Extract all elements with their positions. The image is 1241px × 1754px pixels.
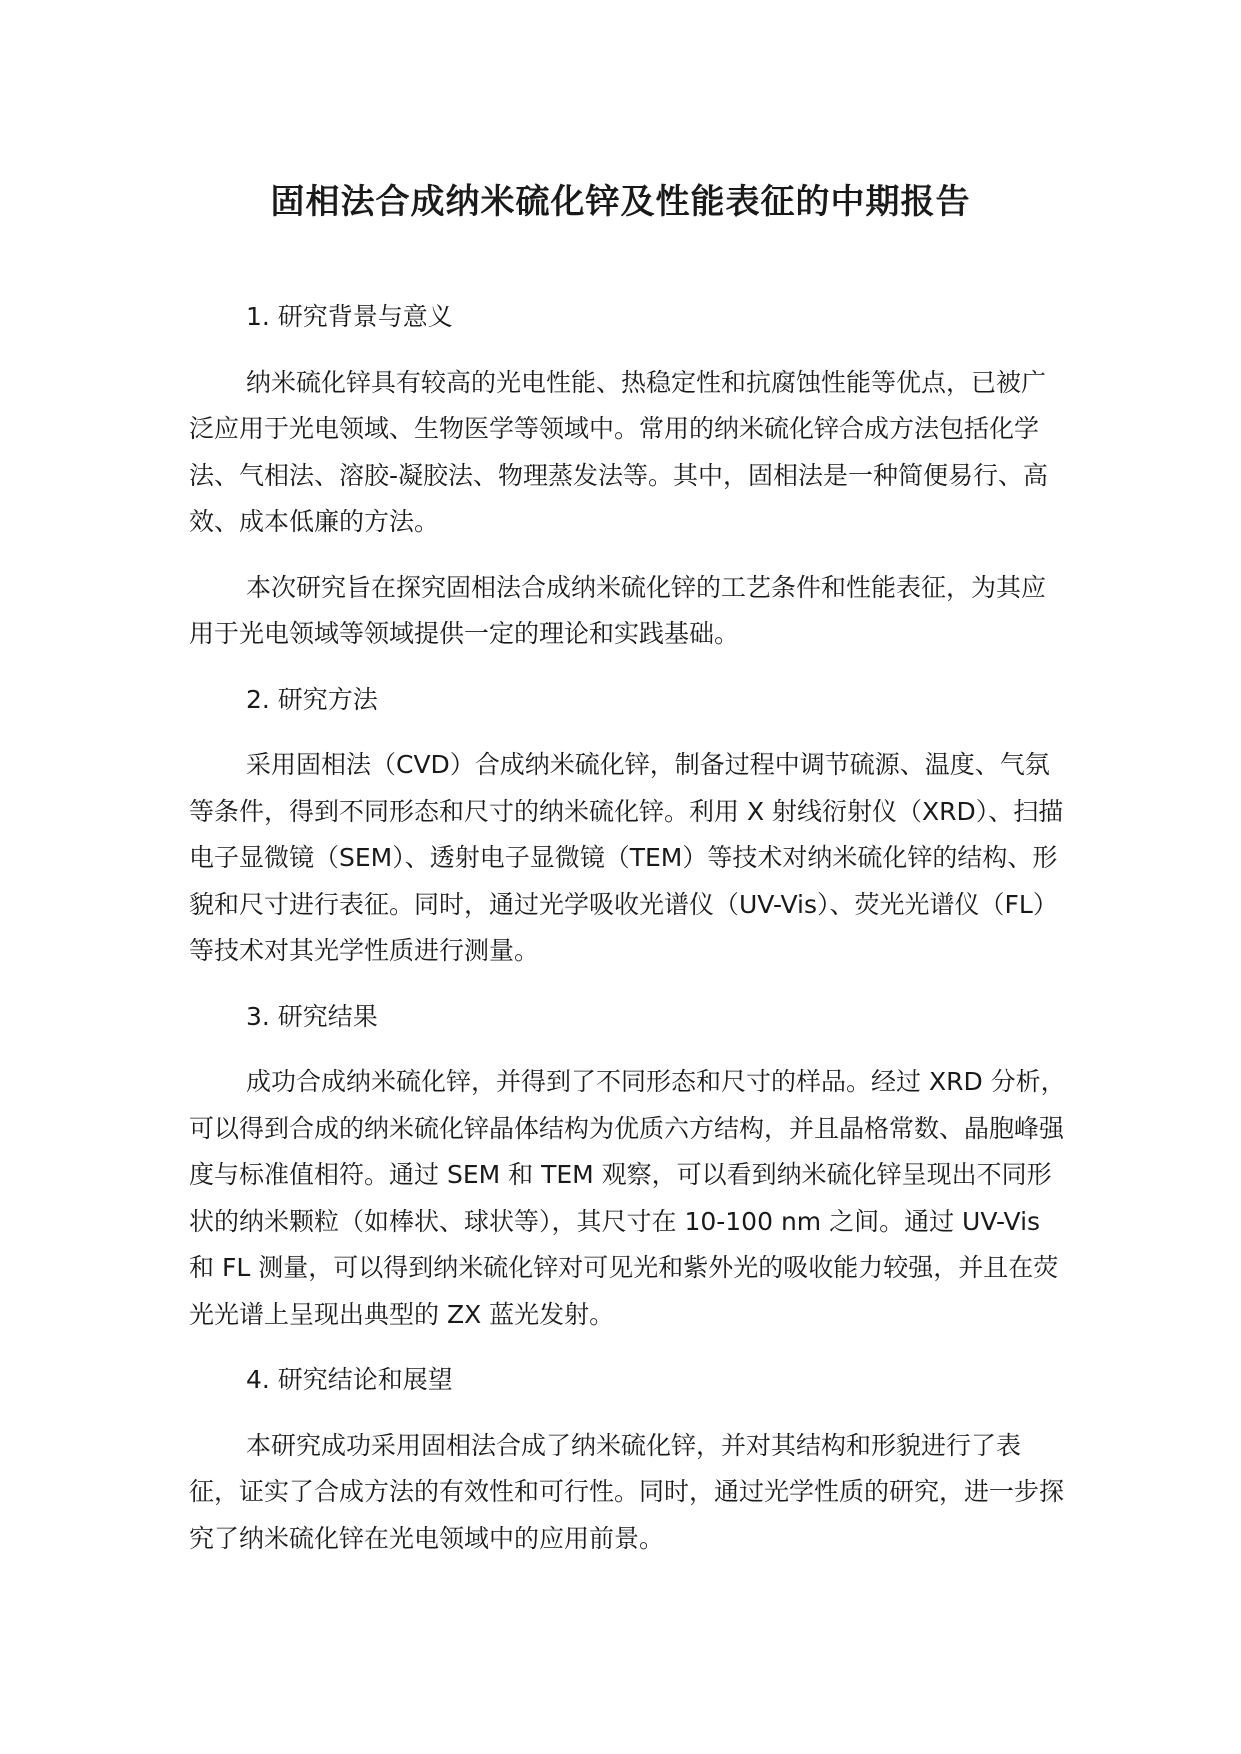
section-heading-method: 2. 研究方法 <box>246 684 378 714</box>
section-heading-background: 1. 研究背景与意义 <box>246 302 453 331</box>
paragraph-conclusion: 本研究成功采用固相法合成了纳米硫化锌，并对其结构和形貌进行了表征，证实了合成方法的有效性和可行性。同时，通过光学性质的研究，进一步探究了纳米硫化锌在光电领域中的应用前景。 <box>189 1430 1065 1553</box>
paragraph-background-2: 本次研究旨在探究固相法合成纳米硫化锌的工艺条件和性能表征，为其应用于光电领域等领域提供一定的理论和实践基础。 <box>189 572 1047 648</box>
paragraph-method: 采用固相法（CVD）合成纳米硫化锌，制备过程中调节硫源、温度、气氛等条件，得到不同形态和尺寸的纳米硫化锌。利用 X 射线衍射仪（XRD）、扫描电子显微镜（SEM）、透射电子显微镜（TEM）等技术对纳米硫化锌的结构、形貌和尺寸进行表征。同时，通过光学吸收光谱仪（UV-Vis）、荧光光谱仪（FL）等技术对其光学性质进行测量。 <box>189 750 1064 965</box>
paragraph-results: 成功合成纳米硫化锌，并得到了不同形态和尺寸的样品。经过 XRD 分析，可以得到合成的纳米硫化锌晶体结构为优质六方结构，并且晶格常数、晶胞峰强度与标准值相符。通过 SEM 和 TEM 观察，可以看到纳米硫化锌呈现出不同形状的纳米颗粒（如棒状、球状等），其尺寸在 10-100 nm 之间。通过 UV-Vis 和 FL 测量，可以得到纳米硫化锌对可见光和紫外光的吸收能力较强，并且在荧光光谱上呈现出典型的 ZX 蓝光发射。 <box>189 1067 1066 1329</box>
paragraph-background-1: 纳米硫化锌具有较高的光电性能、热稳定性和抗腐蚀性能等优点，已被广泛应用于光电领域、生物医学等领域中。常用的纳米硫化锌合成方法包括化学法、气相法、溶胶-凝胶法、物理蒸发法等。其中，固相法是一种简便易行、高效、成本低廉的方法。 <box>189 367 1049 536</box>
document-body <box>189 294 1069 1562</box>
document-title: 固相法合成纳米硫化锌及性能表征的中期报告 <box>270 182 971 222</box>
section-heading-results: 3. 研究结果 <box>246 1001 378 1031</box>
section-heading-conclusion: 4. 研究结论和展望 <box>246 1365 453 1394</box>
